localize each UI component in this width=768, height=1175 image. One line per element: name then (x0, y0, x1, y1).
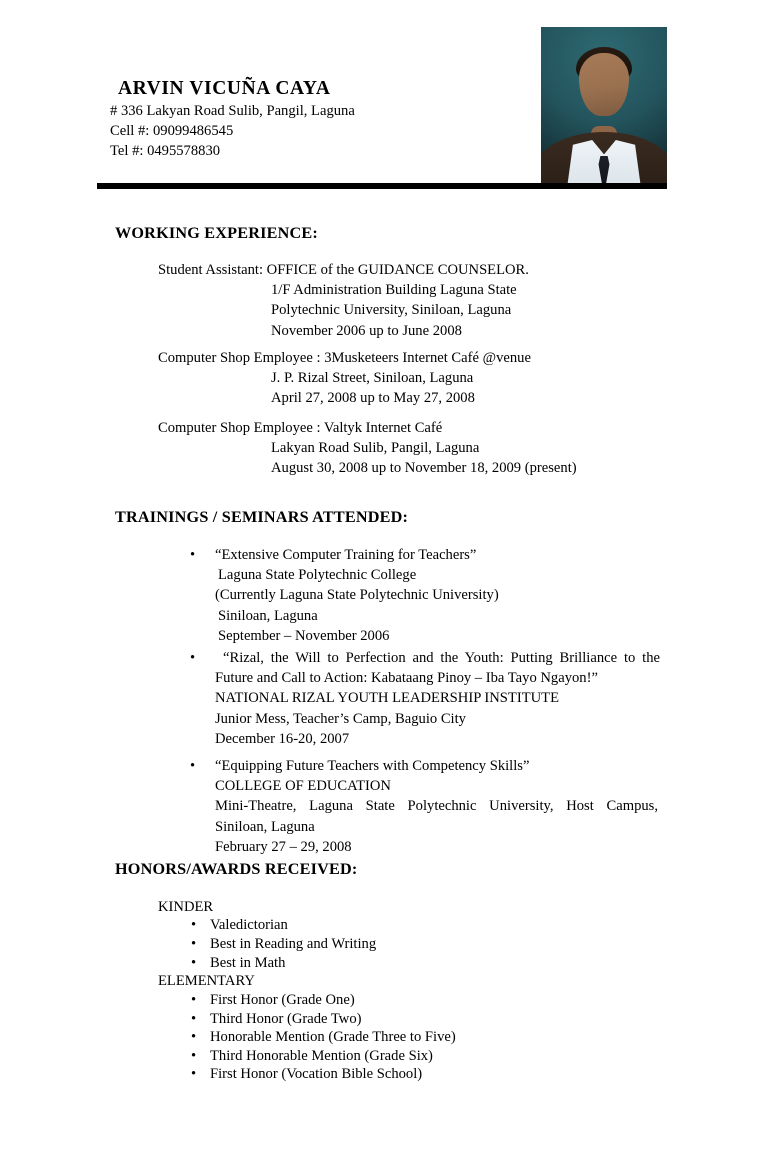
experience-detail: August 30, 2008 up to November 18, 2009 (present) (271, 460, 577, 477)
award-label: Valedictorian (210, 917, 288, 933)
award-label: Third Honorable Mention (Grade Six) (210, 1048, 433, 1064)
section-title-trainings: TRAININGS / SEMINARS ATTENDED: (115, 508, 409, 526)
training-line: NATIONAL RIZAL YOUTH LEADERSHIP INSTITUTE (215, 690, 559, 707)
experience-role: Computer Shop Employee : 3Musketeers Internet Café @venue (158, 350, 531, 366)
experience-entry (158, 260, 529, 341)
section-title-honors: HONORS/AWARDS RECEIVED: (115, 860, 358, 878)
bullet-icon: • (191, 936, 197, 952)
training-line: February 27 – 29, 2008 (215, 838, 352, 855)
resume-header (0, 0, 768, 196)
honors-group-label: ELEMENTARY (158, 973, 255, 989)
bullet-icon: • (191, 1029, 197, 1045)
honors-group-label: KINDER (158, 899, 214, 915)
award-label: Best in Reading and Writing (210, 936, 377, 952)
bullet-icon: • (191, 917, 197, 933)
bullet-icon: • (190, 650, 196, 666)
bullet-icon: • (191, 1048, 197, 1064)
cell-line: Cell #: 09099486545 (110, 122, 234, 139)
portrait-photo (541, 27, 667, 188)
training-line: Siniloan, Laguna (218, 607, 318, 624)
training-line: “Extensive Computer Training for Teachers” (215, 547, 477, 563)
experience-role: Student Assistant: OFFICE of the GUIDANCE COUNSELOR. (158, 262, 529, 278)
training-venue: Mini-Theatre, Laguna State Polytechnic University, Host Campus, Siniloan, Laguna (215, 798, 658, 835)
award-item (191, 1047, 433, 1066)
bullet-icon: • (190, 758, 196, 774)
award-label: Third Honor (Grade Two) (210, 1011, 362, 1027)
award-label: Honorable Mention (Grade Three to Five) (210, 1029, 456, 1045)
experience-detail: Lakyan Road Sulib, Pangil, Laguna (271, 440, 480, 457)
section-title-working-experience: WORKING EXPERIENCE: (115, 224, 319, 242)
page-title: ARVIN VICUÑA CAYA (118, 78, 331, 99)
tel-line: Tel #: 0495578830 (110, 142, 221, 159)
award-item (191, 1065, 422, 1084)
experience-detail: November 2006 up to June 2008 (271, 322, 462, 339)
training-item (190, 756, 658, 857)
training-line: “Equipping Future Teachers with Competency Skills” (215, 758, 530, 774)
bullet-icon: • (191, 992, 197, 1008)
award-item (191, 1028, 456, 1047)
bullet-icon: • (190, 547, 196, 563)
experience-detail: Polytechnic University, Siniloan, Laguna (271, 302, 512, 319)
bullet-icon: • (191, 955, 197, 971)
award-label: Best in Math (210, 955, 286, 971)
training-line: Laguna State Polytechnic College (218, 567, 417, 584)
experience-detail: 1/F Administration Building Laguna State (271, 282, 517, 299)
training-line: (Currently Laguna State Polytechnic University) (215, 587, 499, 604)
award-label: First Honor (Grade One) (210, 992, 355, 1008)
experience-entry (158, 348, 531, 409)
bullet-icon: • (191, 1066, 197, 1082)
bullet-icon: • (191, 1011, 197, 1027)
training-line: September – November 2006 (218, 627, 390, 644)
award-item (191, 991, 355, 1010)
contact-block (110, 102, 355, 161)
award-item (191, 935, 376, 954)
award-item (191, 916, 288, 935)
training-item (190, 545, 660, 646)
training-item (190, 648, 660, 749)
header-divider (97, 183, 667, 189)
portrait-head (579, 53, 629, 116)
award-label: First Honor (Vocation Bible School) (210, 1066, 423, 1082)
training-line: December 16-20, 2007 (215, 730, 350, 747)
award-item (191, 1010, 362, 1029)
experience-detail: April 27, 2008 up to May 27, 2008 (271, 390, 475, 407)
experience-detail: J. P. Rizal Street, Siniloan, Laguna (271, 370, 474, 387)
address-line: # 336 Lakyan Road Sulib, Pangil, Laguna (110, 103, 355, 119)
experience-entry (158, 418, 577, 479)
training-line: COLLEGE OF EDUCATION (215, 778, 391, 795)
experience-role: Computer Shop Employee : Valtyk Internet Café (158, 420, 443, 436)
training-line: Junior Mess, Teacher’s Camp, Baguio City (215, 710, 466, 727)
training-title: “Rizal, the Will to Perfection and the Youth: Putting Brilliance to the Future and Call to Action: Kabataang Pinoy – Iba Tayo Ngayon!” (215, 650, 660, 687)
